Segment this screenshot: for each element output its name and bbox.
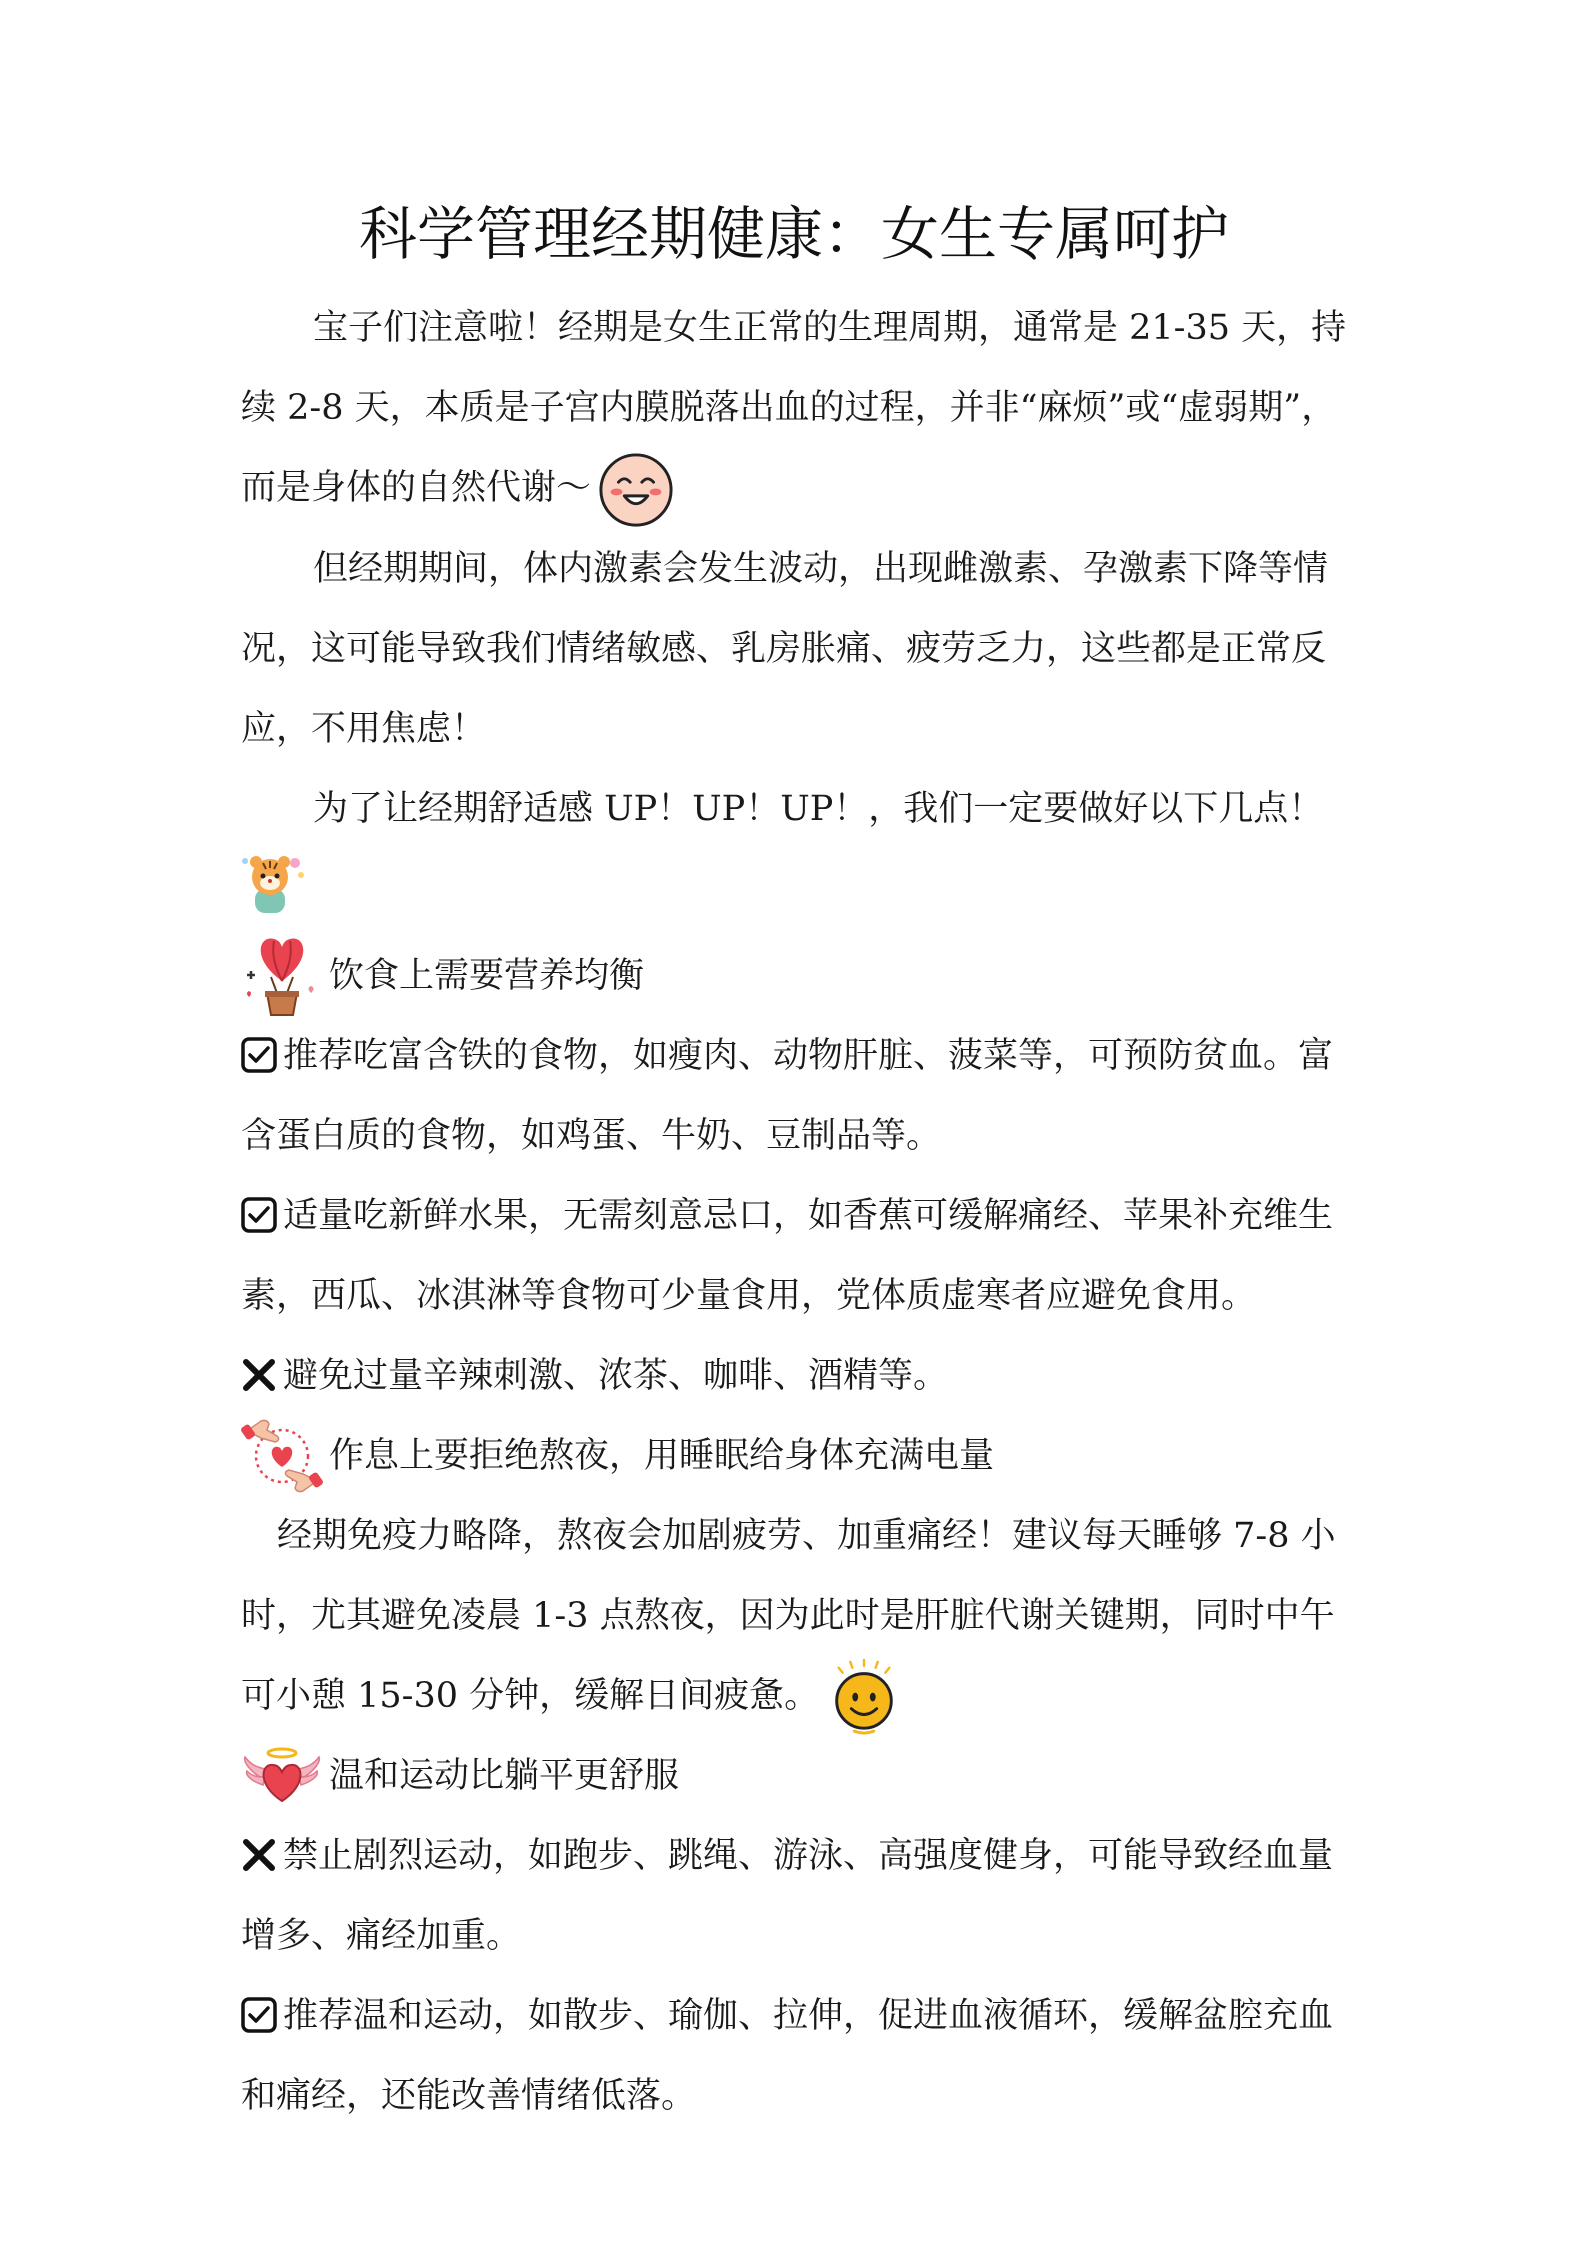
smiling-face-icon — [597, 451, 675, 529]
intro-paragraph-2: 但经期期间，体内激素会发生波动，出现雌激素、孕激素下降等情况，这可能导致我们情绪敏感、乳房胀痛、疲劳乏力，这些都是正常反应，不用焦虑！ — [241, 548, 1329, 749]
heart-balloon-icon — [241, 931, 323, 1021]
document-body — [241, 288, 1353, 2136]
diet-item-2-text: 适量吃新鲜水果，无需刻意忌口，如香蕉可缓解痛经、苹果补充维生素，西瓜、冰淇淋等食物可少量食用，党体质虚寒者应避免食用。 — [241, 1195, 1334, 1316]
hands-heart-icon — [241, 1411, 323, 1501]
section-heading-diet-text: 饮食上需要营养均衡 — [329, 955, 645, 996]
section-heading-rest — [241, 1416, 1353, 1496]
section-heading-diet — [241, 936, 1353, 1016]
diet-item-2 — [241, 1176, 1353, 1336]
intro-paragraph-1 — [241, 288, 1353, 529]
happy-sun-face-icon — [825, 1658, 903, 1736]
exercise-item-2-text: 推荐温和运动，如散步、瑜伽、拉伸，促进血液循环，缓解盆腔充血和痛经，还能改善情绪低落。 — [241, 1996, 1334, 2116]
rest-paragraph — [241, 1496, 1353, 1737]
page-title: 科学管理经期健康：女生专属呵护 — [358, 200, 1229, 268]
rest-paragraph-text: 经期免疫力略降，熬夜会加剧疲劳、加重痛经！建议每天睡够 7-8 小时，尤其避免凌晨 1-3 点熬夜，因为此时是肝脏代谢关键期，同时中午可小憩 15-30 分钟，缓解日间疲惫。 — [241, 1515, 1336, 1716]
checkbox-checked-icon — [241, 1037, 277, 1073]
exercise-item-2 — [241, 1976, 1353, 2136]
section-heading-exercise — [241, 1736, 1353, 1816]
intro-paragraph-3 — [241, 769, 1353, 936]
diet-item-3 — [241, 1336, 1353, 1416]
checkbox-checked-icon — [241, 1197, 277, 1233]
cross-mark-icon — [241, 1357, 277, 1393]
intro-text-3: 为了让经期舒适感 UP！UP！UP！，我们一定要做好以下几点！ — [313, 788, 1324, 829]
angel-heart-icon — [241, 1731, 323, 1821]
diet-item-1-text: 推荐吃富含铁的食物，如瘦肉、动物肝脏、菠菜等，可预防贫血。富含蛋白质的食物，如鸡蛋、牛奶、豆制品等。 — [241, 1035, 1334, 1156]
section-heading-exercise-text: 温和运动比躺平更舒服 — [329, 1756, 680, 1796]
exercise-item-1-text: 禁止剧烈运动，如跑步、跳绳、游泳、高强度健身，可能导致经血量增多、痛经加重。 — [241, 1836, 1334, 1956]
intro-text-1: 宝子们注意啦！经期是女生正常的生理周期，通常是 21-35 天，持续 2-8 天，本质是子宫内膜脱落出血的过程，并非“麻烦”或“虚弱期”，而是身体的自然代谢～ — [241, 308, 1347, 508]
diet-item-3-text: 避免过量辛辣刺激、浓茶、咖啡、酒精等。 — [283, 1355, 949, 1396]
checkbox-checked-icon — [241, 1997, 277, 2033]
exercise-item-1 — [241, 1816, 1353, 1976]
diet-item-1 — [241, 1016, 1353, 1176]
section-heading-rest-text: 作息上要拒绝熬夜，用睡眠给身体充满电量 — [329, 1435, 995, 1476]
cross-mark-icon — [241, 1837, 277, 1873]
tiger-sticker-icon — [235, 849, 307, 921]
